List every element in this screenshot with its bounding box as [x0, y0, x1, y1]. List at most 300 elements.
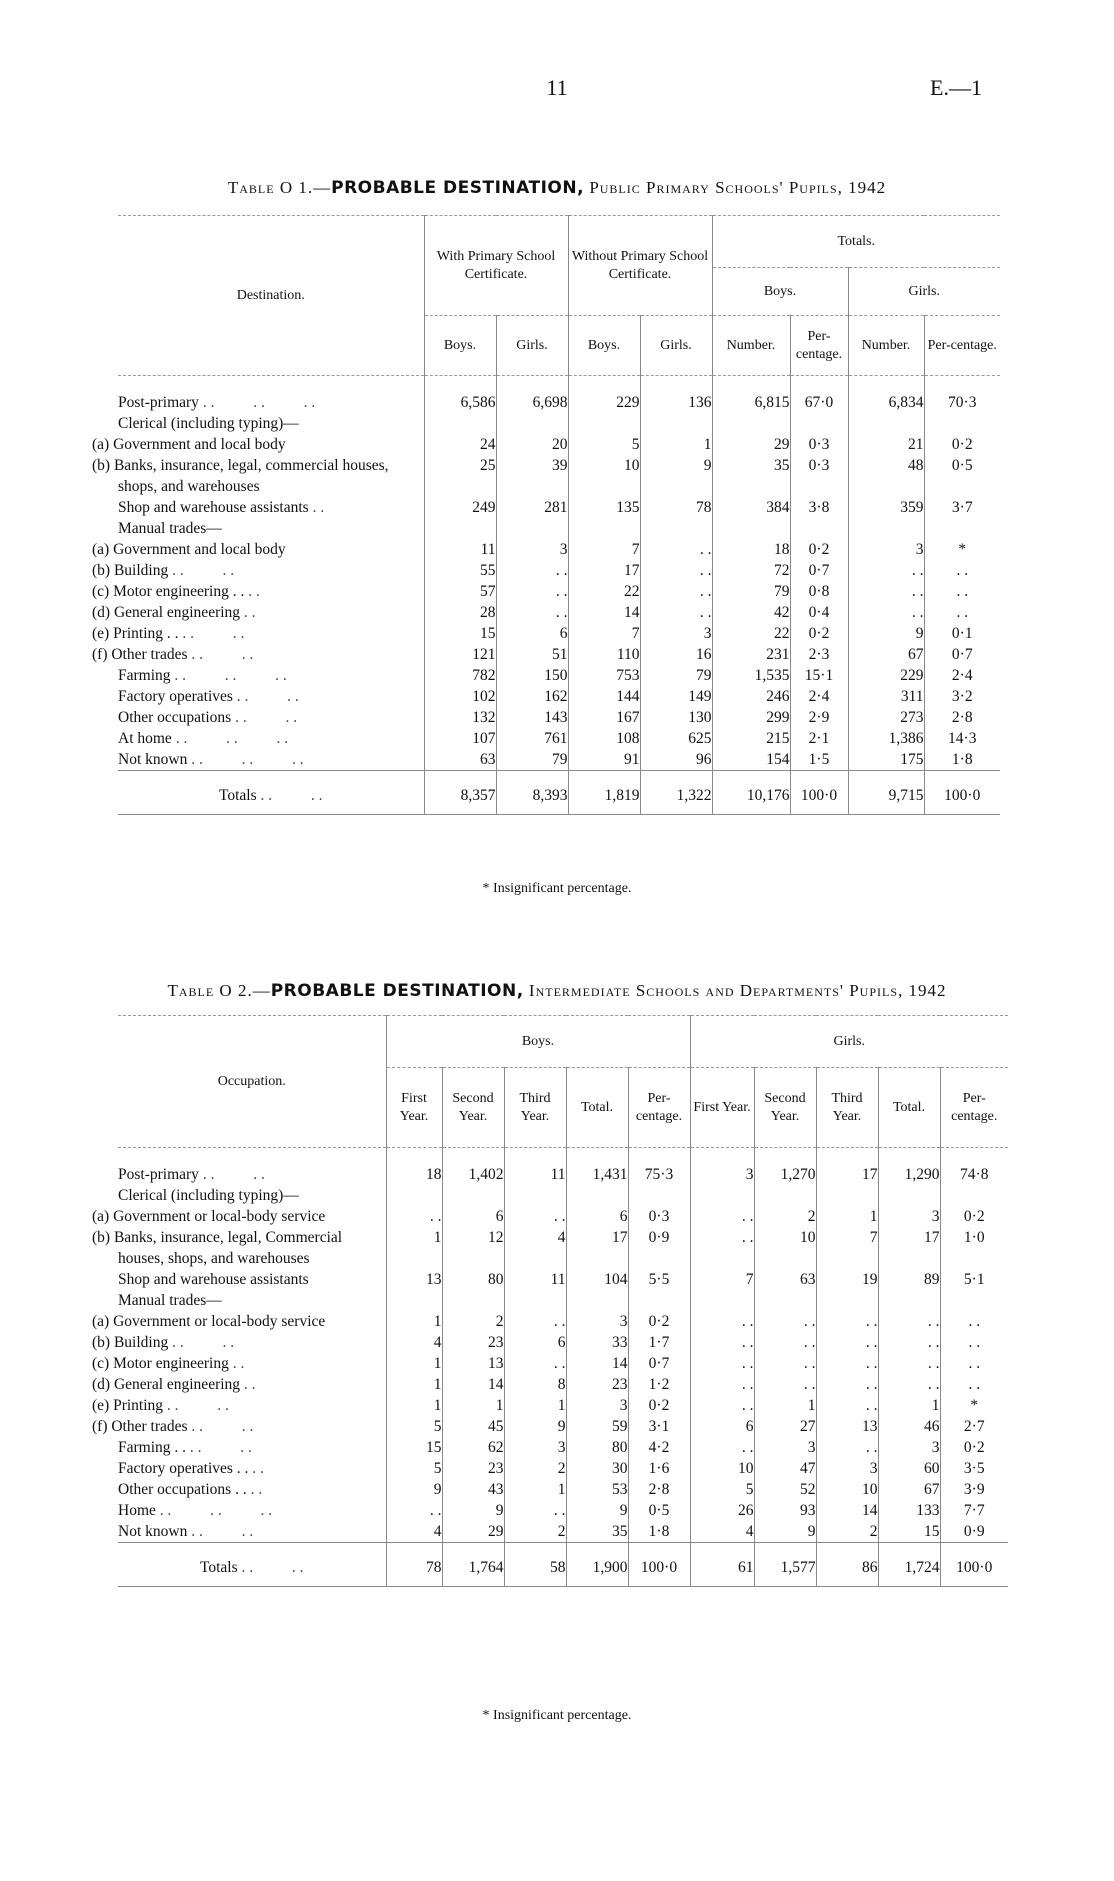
- dot-leader: . .: [250, 1481, 263, 1498]
- row-label: [92, 581, 424, 602]
- table-cell: 25: [424, 455, 496, 497]
- table-row: [118, 665, 1000, 686]
- table-row: [118, 728, 1000, 749]
- table-row: [118, 1395, 1008, 1416]
- table-row: [118, 1185, 1008, 1206]
- row-label-text: Shop and warehouse assistants: [118, 499, 309, 516]
- table-cell: 3: [640, 623, 712, 644]
- table-cell: [628, 1290, 690, 1311]
- table1-header-pct-boys: Per-centage.: [790, 316, 848, 376]
- table-cell: . .: [504, 1311, 566, 1332]
- table-cell: 3: [754, 1437, 816, 1458]
- row-label-text: Totals: [218, 787, 257, 804]
- table-cell: 28: [424, 602, 496, 623]
- row-label: [92, 560, 424, 581]
- table-cell: 18: [386, 1148, 442, 1186]
- table-cell: 19: [816, 1269, 878, 1290]
- table-cell: 0·2: [790, 539, 848, 560]
- table-row: [118, 413, 1000, 434]
- table-cell: 51: [496, 644, 568, 665]
- row-label-text: Factory operatives . .: [118, 1460, 249, 1477]
- page-code: E.—1: [930, 75, 982, 100]
- table1-header-totals: Totals.: [712, 216, 1000, 268]
- table-cell: 6: [504, 1332, 566, 1353]
- table-cell: 16: [640, 644, 712, 665]
- table-row: [118, 1437, 1008, 1458]
- table1-header-pct-girls: Per-centage.: [924, 316, 1000, 376]
- table1-header-without-cert: Without Primary School Certificate.: [568, 216, 712, 316]
- table-cell: *: [940, 1395, 1008, 1416]
- table1-header-destination: Destination.: [118, 216, 424, 376]
- table-cell: . .: [640, 539, 712, 560]
- table-cell: [386, 1290, 442, 1311]
- table-cell: . .: [690, 1395, 754, 1416]
- table-cell: 67·0: [790, 376, 848, 414]
- table-cell: 2·4: [790, 686, 848, 707]
- table-cell: 8,393: [496, 771, 568, 815]
- table-cell: 52: [754, 1479, 816, 1500]
- table-cell: . .: [504, 1206, 566, 1227]
- table-cell: 4·2: [628, 1437, 690, 1458]
- table-cell: 0·7: [924, 644, 1000, 665]
- table-cell: 0·9: [940, 1521, 1008, 1543]
- row-label-text: Post-primary: [118, 1166, 199, 1183]
- table-cell: 299: [712, 707, 790, 728]
- table-cell: 107: [424, 728, 496, 749]
- table-cell: 17: [878, 1227, 940, 1269]
- table-cell: 246: [712, 686, 790, 707]
- table-cell: . .: [924, 602, 1000, 623]
- row-label-text: (b) Banks, insurance, legal, commercial houses, shops, and warehouses: [92, 457, 389, 495]
- table-row: [118, 1458, 1008, 1479]
- table-cell: . .: [386, 1500, 442, 1521]
- row-label: [92, 539, 424, 560]
- table-cell: 17: [568, 560, 640, 581]
- table-cell: [940, 1185, 1008, 1206]
- table-cell: [496, 413, 568, 434]
- row-label: [118, 728, 424, 749]
- table-cell: 1·8: [924, 749, 1000, 771]
- table-cell: 6,815: [712, 376, 790, 414]
- table-row: [118, 376, 1000, 414]
- table-cell: 1,386: [848, 728, 924, 749]
- table1-header-totals-boys: Boys.: [712, 268, 848, 316]
- table1-title-prefix: Table O 1.—: [227, 178, 332, 197]
- table2-title-rest: Intermediate Schools and Departments' Pupils, 1942: [523, 981, 947, 1000]
- table-row: [118, 1227, 1008, 1269]
- table-cell: 14·3: [924, 728, 1000, 749]
- table-cell: . .: [690, 1353, 754, 1374]
- table-row: [118, 1290, 1008, 1311]
- table-cell: 1: [386, 1311, 442, 1332]
- table-cell: 2: [504, 1458, 566, 1479]
- table-cell: 1,535: [712, 665, 790, 686]
- table-cell: 5·5: [628, 1269, 690, 1290]
- table2: [92, 1015, 1008, 1587]
- table-cell: . .: [754, 1353, 816, 1374]
- dot-leader: . .: [232, 1355, 245, 1372]
- table-cell: 9: [754, 1521, 816, 1543]
- table-cell: 1·0: [940, 1227, 1008, 1269]
- dot-leader: . .: [243, 1376, 256, 1393]
- row-label: [118, 1148, 386, 1186]
- table-cell: . .: [924, 581, 1000, 602]
- table-cell: 2: [442, 1311, 504, 1332]
- table-cell: 4: [386, 1332, 442, 1353]
- table-cell: 9: [640, 455, 712, 497]
- table1-body: [92, 376, 1000, 815]
- table-cell: 10,176: [712, 771, 790, 815]
- table-cell: . .: [878, 1374, 940, 1395]
- table-cell: [628, 1185, 690, 1206]
- table-cell: 1: [640, 434, 712, 455]
- table-cell: 8,357: [424, 771, 496, 815]
- table-cell: 9: [442, 1500, 504, 1521]
- table-cell: 13: [816, 1416, 878, 1437]
- dot-leader: . .: [243, 604, 256, 621]
- row-label-text: Not known: [118, 1523, 188, 1540]
- table1-header-number-boys: Number.: [712, 316, 790, 376]
- row-label: [92, 455, 424, 497]
- table-cell: 5: [386, 1416, 442, 1437]
- table-cell: 20: [496, 434, 568, 455]
- table2-footnote: * Insignificant percentage.: [482, 1708, 632, 1723]
- table-cell: . .: [924, 560, 1000, 581]
- table-cell: 2·8: [924, 707, 1000, 728]
- table-cell: 55: [424, 560, 496, 581]
- table-row: [118, 749, 1000, 771]
- table-row: [118, 644, 1000, 665]
- table-cell: [878, 1185, 940, 1206]
- row-label: [118, 749, 424, 771]
- table-cell: 1: [386, 1353, 442, 1374]
- row-label-text: Farming: [118, 667, 171, 684]
- table2-header-occupation: Occupation.: [118, 1016, 386, 1148]
- table-cell: 3·1: [628, 1416, 690, 1437]
- table-cell: 1,724: [878, 1543, 940, 1587]
- table2-header-girls-third: Third Year.: [816, 1068, 878, 1148]
- table-cell: 7: [690, 1269, 754, 1290]
- table-cell: [790, 413, 848, 434]
- table-cell: 3: [816, 1458, 878, 1479]
- table-cell: . .: [504, 1353, 566, 1374]
- row-label: [92, 623, 424, 644]
- table-cell: [816, 1290, 878, 1311]
- dot-leader: . . . . . .: [202, 394, 316, 411]
- table1-title: [0, 178, 1114, 198]
- row-label: [118, 686, 424, 707]
- table-cell: [504, 1290, 566, 1311]
- table-cell: 22: [568, 581, 640, 602]
- table-cell: 0·2: [790, 623, 848, 644]
- table-cell: . .: [690, 1311, 754, 1332]
- row-label-text: Factory operatives: [118, 688, 233, 705]
- row-label-text: (b) Building: [92, 562, 169, 579]
- table-cell: 3·5: [940, 1458, 1008, 1479]
- table-cell: [940, 1290, 1008, 1311]
- table-cell: 1: [386, 1227, 442, 1269]
- table-cell: 0·2: [940, 1437, 1008, 1458]
- table-cell: 7: [816, 1227, 878, 1269]
- table-cell: [442, 1185, 504, 1206]
- table-cell: 5: [386, 1458, 442, 1479]
- table-cell: 18: [712, 539, 790, 560]
- table-cell: [640, 518, 712, 539]
- row-label-text: Other occupations . .: [118, 1481, 247, 1498]
- table-row: [118, 1206, 1008, 1227]
- row-label-text: Not known: [118, 751, 188, 768]
- dot-leader: . . . . . .: [174, 667, 287, 684]
- table2-title-bold: PROBABLE DESTINATION,: [270, 981, 524, 1001]
- row-label: [118, 1185, 386, 1206]
- table-cell: 1: [504, 1395, 566, 1416]
- table-cell: 0·5: [924, 455, 1000, 497]
- row-label-text: Post-primary: [118, 394, 199, 411]
- table-cell: 175: [848, 749, 924, 771]
- table2-title-prefix: Table O 2.—: [167, 981, 271, 1000]
- table-cell: 11: [424, 539, 496, 560]
- table-row: [118, 1148, 1008, 1186]
- table-cell: . .: [878, 1332, 940, 1353]
- table-cell: 0·7: [628, 1353, 690, 1374]
- table-cell: [754, 1185, 816, 1206]
- table-cell: 47: [754, 1458, 816, 1479]
- table-cell: 14: [816, 1500, 878, 1521]
- table-cell: 78: [386, 1543, 442, 1587]
- table-cell: 67: [878, 1479, 940, 1500]
- table-cell: 1·7: [628, 1332, 690, 1353]
- table-cell: 6: [496, 623, 568, 644]
- table-cell: . .: [754, 1311, 816, 1332]
- table-cell: 79: [640, 665, 712, 686]
- table2-header-boys-pct: Per-centage.: [628, 1068, 690, 1148]
- table-cell: 23: [442, 1458, 504, 1479]
- row-label-text: Totals: [199, 1559, 238, 1576]
- table-row: [118, 686, 1000, 707]
- table-cell: *: [924, 539, 1000, 560]
- table1-header-totals-girls: Girls.: [848, 268, 1000, 316]
- row-label: [92, 1206, 386, 1227]
- table-cell: 80: [566, 1437, 628, 1458]
- table-cell: 1,322: [640, 771, 712, 815]
- table-cell: 89: [878, 1269, 940, 1290]
- table-cell: 60: [878, 1458, 940, 1479]
- table-cell: [640, 413, 712, 434]
- table-cell: 231: [712, 644, 790, 665]
- table-row: [118, 539, 1000, 560]
- table-cell: 1: [442, 1395, 504, 1416]
- table2-header-girls-second: Second Year.: [754, 1068, 816, 1148]
- dot-leader: . . . .: [191, 1523, 254, 1540]
- table-cell: 229: [848, 665, 924, 686]
- table-cell: 753: [568, 665, 640, 686]
- row-label: [118, 518, 424, 539]
- table-cell: [790, 518, 848, 539]
- row-label-text: Manual trades—: [118, 520, 222, 537]
- table-cell: 1: [816, 1206, 878, 1227]
- table-cell: . .: [816, 1374, 878, 1395]
- table-cell: . .: [848, 581, 924, 602]
- table-cell: 2·1: [790, 728, 848, 749]
- table-cell: 14: [568, 602, 640, 623]
- table-cell: [386, 1185, 442, 1206]
- row-label-text: (c) Motor engineering . .: [92, 583, 245, 600]
- dot-leader: . . . . . .: [175, 730, 289, 747]
- table-cell: 0·9: [628, 1227, 690, 1269]
- table-row: [118, 623, 1000, 644]
- row-label-text: At home: [118, 730, 172, 747]
- row-label: [118, 1437, 386, 1458]
- table-cell: 1: [504, 1479, 566, 1500]
- table-cell: 75·3: [628, 1148, 690, 1186]
- table-cell: 110: [568, 644, 640, 665]
- table-row: [118, 434, 1000, 455]
- table2-title: [0, 981, 1114, 1001]
- table1-footnote: * Insignificant percentage.: [482, 881, 632, 896]
- row-label: [92, 1311, 386, 1332]
- table-cell: 1,764: [442, 1543, 504, 1587]
- table-cell: 1,819: [568, 771, 640, 815]
- row-label: [92, 1395, 386, 1416]
- table-cell: 14: [566, 1353, 628, 1374]
- table2-header-boys: Boys.: [386, 1016, 690, 1068]
- table-cell: 6,698: [496, 376, 568, 414]
- page-number: 11: [546, 75, 568, 100]
- table-cell: 6: [442, 1206, 504, 1227]
- table-cell: 35: [566, 1521, 628, 1543]
- row-label-text: Home: [118, 1502, 156, 1519]
- table-cell: 12: [442, 1227, 504, 1269]
- table-cell: . .: [816, 1332, 878, 1353]
- table-cell: 1,577: [754, 1543, 816, 1587]
- table-cell: [816, 1185, 878, 1206]
- table-cell: 100·0: [790, 771, 848, 815]
- table2-header-boys-total: Total.: [566, 1068, 628, 1148]
- table-cell: 149: [640, 686, 712, 707]
- table-cell: 215: [712, 728, 790, 749]
- table-cell: . .: [496, 581, 568, 602]
- table-cell: [442, 1290, 504, 1311]
- table-row: [118, 455, 1000, 497]
- row-label: [92, 1353, 386, 1374]
- table-cell: 67: [848, 644, 924, 665]
- table-cell: 130: [640, 707, 712, 728]
- table-row: [118, 497, 1000, 518]
- table-row: [118, 1332, 1008, 1353]
- table-cell: 96: [640, 749, 712, 771]
- table-cell: 62: [442, 1437, 504, 1458]
- row-label-text: (a) Government or local-body service: [92, 1208, 326, 1225]
- table-cell: 1·6: [628, 1458, 690, 1479]
- table-cell: 9: [504, 1416, 566, 1437]
- row-label-text: (d) General engineering: [92, 1376, 241, 1393]
- table-cell: 100·0: [628, 1543, 690, 1587]
- table2-header-boys-first: First Year.: [386, 1068, 442, 1148]
- table-cell: 3: [504, 1437, 566, 1458]
- table-cell: 143: [496, 707, 568, 728]
- table-cell: 23: [566, 1374, 628, 1395]
- row-label-text: (f) Other trades: [92, 646, 188, 663]
- table-row: [118, 1521, 1008, 1543]
- table-cell: 9: [386, 1479, 442, 1500]
- table-cell: 46: [878, 1416, 940, 1437]
- table-cell: . .: [496, 602, 568, 623]
- table-cell: 3·2: [924, 686, 1000, 707]
- table-cell: . .: [690, 1227, 754, 1269]
- table-cell: 121: [424, 644, 496, 665]
- table1-header-with-girls: Girls.: [496, 316, 568, 376]
- table1-header-without-boys: Boys.: [568, 316, 640, 376]
- table-cell: 108: [568, 728, 640, 749]
- table-cell: 70·3: [924, 376, 1000, 414]
- row-label: [118, 1479, 386, 1500]
- table-row: [118, 1479, 1008, 1500]
- row-label: [118, 413, 424, 434]
- table-row: [118, 602, 1000, 623]
- table-cell: 311: [848, 686, 924, 707]
- table-cell: 72: [712, 560, 790, 581]
- table-cell: 78: [640, 497, 712, 518]
- table-cell: 10: [568, 455, 640, 497]
- table-cell: 0·8: [790, 581, 848, 602]
- table-cell: 1,402: [442, 1148, 504, 1186]
- table-cell: 1·8: [628, 1521, 690, 1543]
- table-cell: 23: [442, 1332, 504, 1353]
- table-cell: 29: [712, 434, 790, 455]
- row-label: [118, 1269, 386, 1290]
- table-cell: 61: [690, 1543, 754, 1587]
- row-label-text: (b) Building: [92, 1334, 169, 1351]
- table-cell: 761: [496, 728, 568, 749]
- row-label-text: (e) Printing: [92, 1397, 164, 1414]
- table-cell: 100·0: [924, 771, 1000, 815]
- table-cell: 3·7: [924, 497, 1000, 518]
- table-row: [118, 1269, 1008, 1290]
- table2-header-girls: Girls.: [690, 1016, 1008, 1068]
- table-cell: 3: [566, 1395, 628, 1416]
- dot-leader: . . . .: [172, 1334, 235, 1351]
- table-cell: 132: [424, 707, 496, 728]
- table-cell: 1·2: [628, 1374, 690, 1395]
- table-cell: [566, 1290, 628, 1311]
- table-cell: 6: [690, 1416, 754, 1437]
- dot-leader: . . . .: [202, 1166, 265, 1183]
- table-cell: . .: [940, 1353, 1008, 1374]
- row-label-text: (a) Government and local body: [92, 436, 286, 453]
- table-cell: 2·8: [628, 1479, 690, 1500]
- table-cell: 74·8: [940, 1148, 1008, 1186]
- table-cell: 9: [848, 623, 924, 644]
- table-cell: . .: [690, 1374, 754, 1395]
- table-cell: 1,431: [566, 1148, 628, 1186]
- table-cell: 15·1: [790, 665, 848, 686]
- table-cell: 0·3: [790, 455, 848, 497]
- table-cell: 0·2: [628, 1311, 690, 1332]
- table-row: [118, 1416, 1008, 1437]
- table-cell: 3: [848, 539, 924, 560]
- table-cell: . .: [754, 1332, 816, 1353]
- table-cell: 154: [712, 749, 790, 771]
- row-label: [118, 376, 424, 414]
- row-label: [118, 497, 424, 518]
- table-cell: 150: [496, 665, 568, 686]
- table-cell: 33: [566, 1332, 628, 1353]
- row-label: [92, 1227, 386, 1269]
- table-cell: [878, 1290, 940, 1311]
- table-cell: 30: [566, 1458, 628, 1479]
- table-cell: 13: [442, 1353, 504, 1374]
- table2-header-boys-third: Third Year.: [504, 1068, 566, 1148]
